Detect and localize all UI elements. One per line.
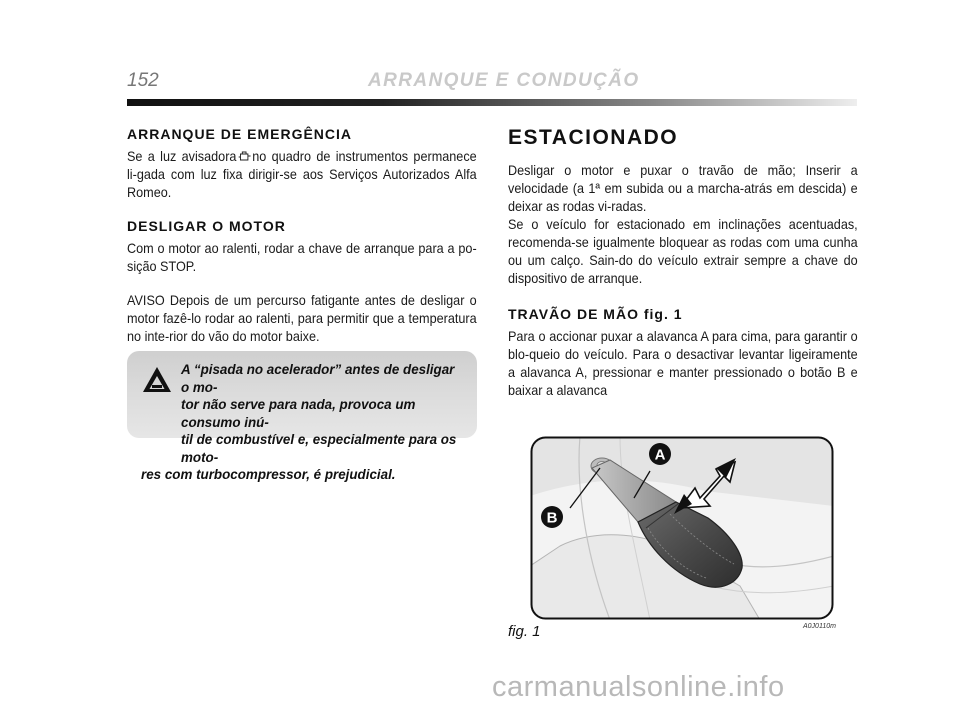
engine-off-text: Com o motor ao ralenti, rodar a chave de arranque para a po-sição STOP. (127, 241, 477, 274)
emergency-text-part-b: no quadro de instrumentos permanece li-gada com luz fixa dirigir-se aos Serviços Autorizados Alfa Romeo. (127, 149, 477, 200)
emergency-text-part-a: Se a luz avisadora (127, 149, 237, 164)
figure-code: A0J0110m (803, 623, 836, 630)
page-number: 152 (127, 70, 159, 91)
handbrake-figure (530, 436, 834, 620)
parking-text-2: Se o veículo for estacionado em inclinações acentuadas, recomenda-se igualmente bloquear as rodas com uma cunha ou um calço. Sain-do do veículo extrair sempre a chave do dispositivo de arranque. (508, 217, 858, 286)
engine-off-notice: AVISO Depois de um percurso fatigante antes de desligar o motor fazê-lo rodar ao ralenti, para permitir que a temperatura no inte-rior do vão do motor baixe. (127, 293, 477, 344)
handbrake-heading: TRAVÃO DE MÃO fig. 1 (508, 306, 683, 322)
handbrake-illustration (530, 436, 834, 620)
warning-text (127, 361, 477, 484)
right-column (508, 126, 858, 400)
emergency-start-text (127, 148, 477, 202)
warning-line-1: A “pisada no acelerador” antes de desligar o mo- (181, 362, 455, 395)
warning-line-3: til de combustível e, especialmente para os moto- (181, 432, 457, 465)
label-a: A (654, 446, 666, 464)
warning-box (127, 351, 477, 482)
engine-off-heading: DESLIGAR O MOTOR (127, 218, 286, 234)
warning-line-2: tor não serve para nada, provoca um consumo inú- (181, 397, 416, 430)
handbrake-text: Para o accionar puxar a alavanca A para cima, para garantir o blo-queio do veículo. Para o desactivar levantar ligeiramente a alavanca A, pressionar e manter pressionado o botão B e baixar a alavanca (508, 329, 858, 398)
header-rule (127, 99, 857, 106)
parking-text-1: Desligar o motor e puxar o travão de mão; Inserir a velocidade (a 1ª em subida ou a marcha-atrás em descida) e deixar as rodas vi-radas. (508, 163, 858, 214)
emergency-start-heading: ARRANQUE DE EMERGÊNCIA (127, 126, 353, 142)
running-title: ARRANQUE E CONDUÇÃO (368, 70, 640, 91)
label-b: B (546, 509, 558, 527)
watermark[interactable]: carmanualsonline.info (492, 671, 785, 703)
left-column (127, 126, 477, 346)
engine-warning-icon (238, 151, 250, 162)
figure-caption: fig. 1 (508, 623, 541, 640)
parking-heading: ESTACIONADO (508, 126, 679, 149)
warning-line-4: res com turbocompressor, é prejudicial. (141, 467, 396, 482)
